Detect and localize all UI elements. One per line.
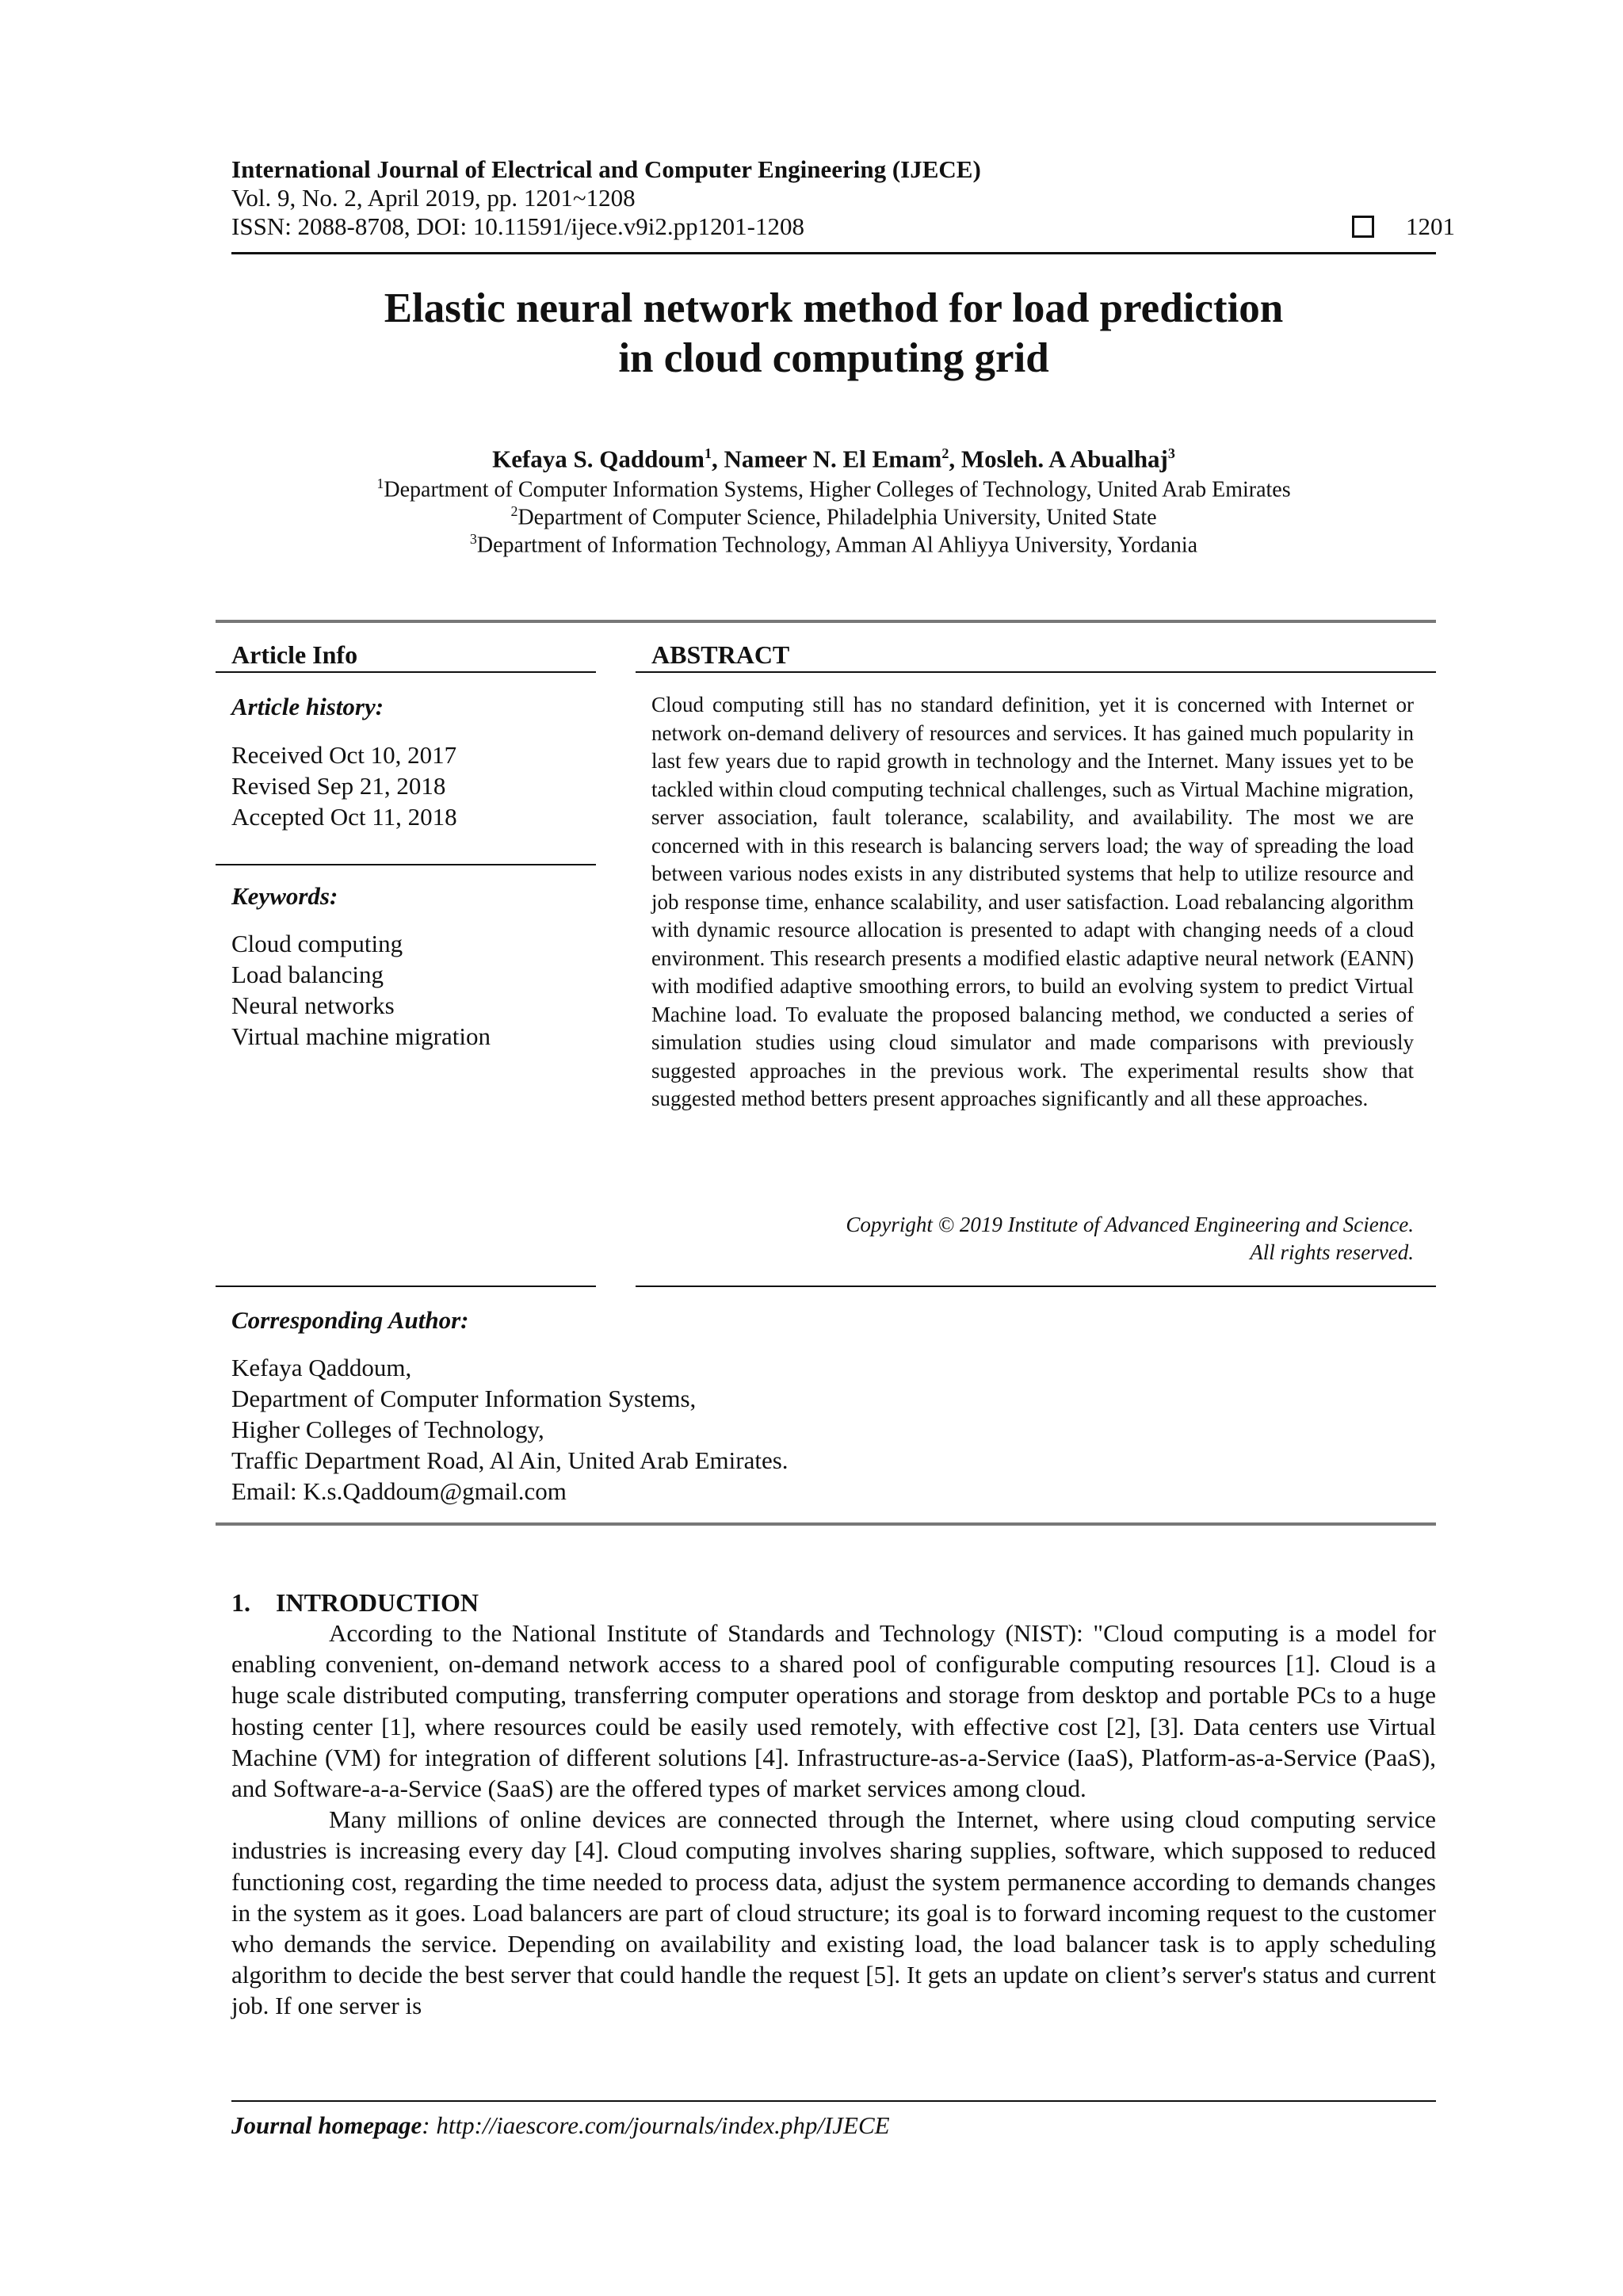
affiliation-sup: 2	[510, 503, 518, 519]
homepage-url[interactable]: : http://iaescore.com/journals/index.php/IJECE	[422, 2111, 890, 2139]
abstract-bottom-rule	[636, 1286, 1436, 1287]
info-left-bottom-rule	[216, 1286, 596, 1287]
affiliation-text: Department of Computer Information Systems, Higher Colleges of Technology, United Arab Emirates	[384, 477, 1291, 502]
keyword-item: Neural networks	[231, 991, 395, 1019]
corresponding-heading: Corresponding Author:	[231, 1306, 469, 1334]
introduction-body	[231, 1618, 1436, 2022]
corresponding-email: Email: K.s.Qaddoum@gmail.com	[231, 1477, 567, 1505]
volume-info: Vol. 9, No. 2, April 2019, pp. 1201~1208	[231, 184, 636, 212]
author-name: Kefaya S. Qaddoum	[492, 445, 705, 473]
author-name: Mosleh. A Abualhaj	[960, 445, 1168, 473]
received-date: Received Oct 10, 2017	[231, 741, 457, 769]
footer-rule	[231, 2100, 1436, 2102]
keyword-item: Virtual machine migration	[231, 1022, 491, 1050]
corresponding-line: Higher Colleges of Technology,	[231, 1415, 544, 1443]
article-history-heading: Article history:	[231, 693, 384, 720]
info-box-top-rule	[216, 620, 1436, 623]
corresponding-line: Department of Computer Information Systems,	[231, 1385, 697, 1412]
author-sup: 1	[704, 445, 712, 461]
title-line-1: Elastic neural network method for load prediction	[384, 285, 1284, 331]
affiliation-sup: 1	[376, 476, 384, 491]
article-info-rule	[216, 671, 596, 673]
abstract-body	[651, 691, 1414, 1114]
article-info-heading: Article Info	[231, 640, 358, 669]
revised-date: Revised Sep 21, 2018	[231, 772, 446, 800]
keyword-item: Load balancing	[231, 961, 384, 988]
header-rule	[231, 252, 1436, 254]
info-box-bottom-rule	[216, 1522, 1436, 1526]
corresponding-line: Traffic Department Road, Al Ain, United Arab Emirates.	[231, 1446, 789, 1474]
affiliation-text: Department of Information Technology, Amman Al Ahliyya University, Yordania	[476, 533, 1198, 558]
paragraph: According to the National Institute of Standards and Technology (NIST): "Cloud computing is a model for enabling convenient, on-demand network access to a shared pool of configurable computing resources [1]. Cloud is a huge scale distributed computing, transferring computer operations and storage from desktop and portable PCs to a huge hosting center [1], where resources could be easily used remotely, with effective cost [2], [3]. Data centers use Virtual Machine (VM) for integration of different solutions [4]. Infrastructure-as-a-Service (IaaS), Platform-as-a-Service (PaaS), and Software-a-a-Service (SaaS) are the offered types of market services among cloud.	[231, 1619, 1436, 1803]
author-list	[231, 440, 1436, 472]
page-number-group	[1352, 212, 1455, 240]
history-rule	[216, 864, 596, 865]
author-sup: 2	[941, 445, 949, 461]
keyword-item: Cloud computing	[231, 930, 403, 957]
corresponding-line: Kefaya Qaddoum,	[231, 1354, 412, 1381]
affiliation	[231, 525, 1436, 559]
paragraph: Many millions of online devices are connected through the Internet, where using cloud computing service industries is increasing every day [4]. Cloud computing involves sharing supplies, software, which supposed to reduced functioning cost, regarding the time needed to process data, adjust the system permanence according to demands changes in the system as it goes. Load balancers are part of cloud structure; its goal is to forward incoming request to the customer who demands the service. Depending on availability and existing load, the load balancer task is to apply scheduling algorithm to decide the best server that could handle the request [5]. It gets an update on client’s server's status and current job. If one server is	[231, 1805, 1436, 2020]
accepted-date: Accepted Oct 11, 2018	[231, 803, 457, 831]
author-name: Nameer N. El Emam	[724, 445, 942, 473]
homepage-label: Journal homepage	[231, 2111, 422, 2139]
rights-line: All rights reserved.	[1250, 1240, 1414, 1264]
keywords-heading: Keywords:	[231, 882, 338, 910]
abstract-heading: ABSTRACT	[651, 640, 790, 669]
affiliation-text: Department of Computer Science, Philadelphia University, United State	[517, 505, 1157, 530]
author-sup: 3	[1167, 445, 1175, 461]
paper-title	[231, 284, 1436, 384]
author-sep: ,	[949, 445, 961, 473]
journal-homepage	[231, 2111, 890, 2139]
abstract-text: Cloud computing still has no standard definition, yet it is concerned with Internet or network on-demand delivery of resources and services. It has gained much popularity in last few years due to rapid growth in technology and the Internet. Many issues yet to be tackled within cloud computing technical challenges, such as Virtual Machine migration, server association, fault tolerance, scalability, and availability. The most we are concerned with in this research is balancing servers load; the way of spreading the load between various nodes exists in any distributed systems that help to utilize resource and job response time, enhance scalability, and user satisfaction. Load rebalancing algorithm with dynamic resource allocation is presented to adapt with changing needs of a cloud environment. This research presents a modified elastic adaptive neural network (EANN) with modified adaptive smoothing errors, to build an evolving system to predict Virtual Machine load. To evaluate the proposed balancing method, we conducted a series of simulation studies using cloud simulator and made comparisons with previously suggested approaches in the previous work. The experimental results show that suggested method betters present approaches significantly and all these approaches.	[651, 693, 1414, 1110]
author-sep: ,	[711, 445, 724, 473]
title-line-2: in cloud computing grid	[618, 335, 1049, 381]
section-heading-introduction: 1. INTRODUCTION	[231, 1588, 479, 1617]
issn-doi: ISSN: 2088-8708, DOI: 10.11591/ijece.v9i2.pp1201-1208	[231, 212, 804, 240]
abstract-rule	[636, 671, 1436, 673]
copyright-line: Copyright © 2019 Institute of Advanced Engineering and Science.	[846, 1213, 1414, 1236]
affiliation-sup: 3	[469, 531, 477, 547]
checkbox-icon	[1352, 216, 1374, 238]
page-number: 1201	[1406, 212, 1455, 240]
journal-name: International Journal of Electrical and Computer Engineering (IJECE)	[231, 155, 981, 183]
